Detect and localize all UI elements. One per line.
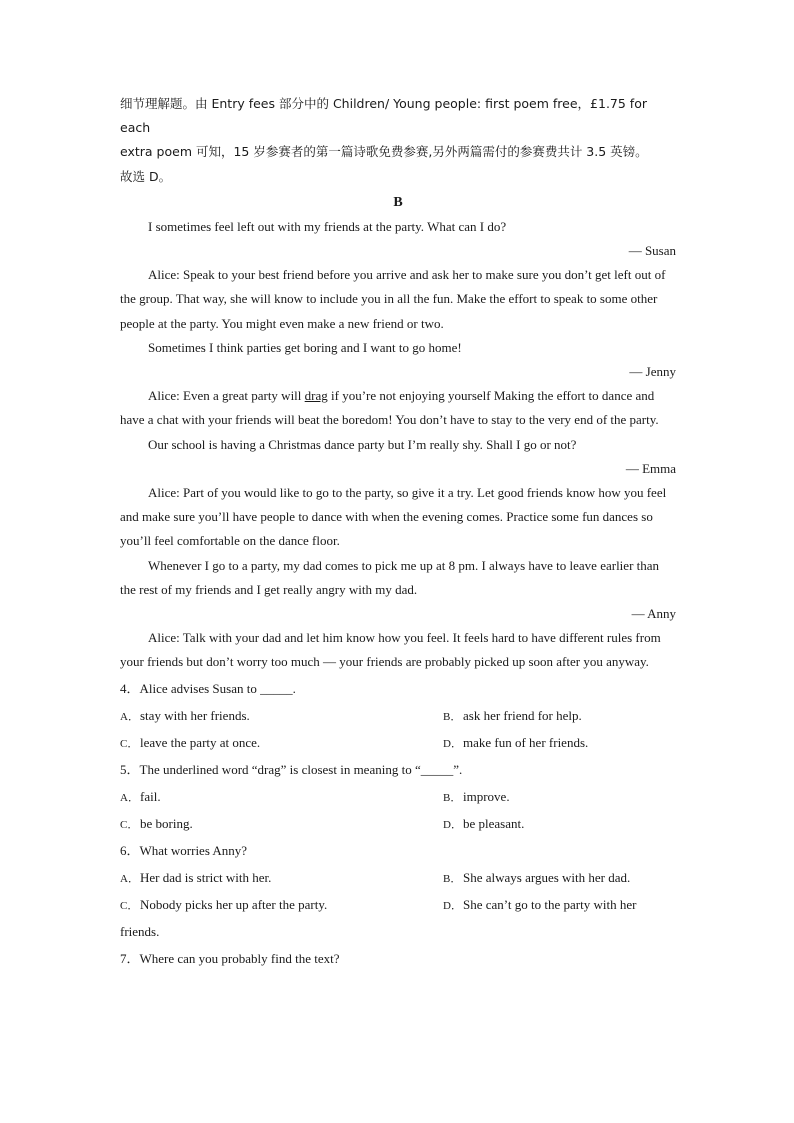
letter-signature: — Emma <box>625 460 676 476</box>
option-c[interactable]: C． Nobody picks her up after the party. <box>120 896 328 912</box>
letter-question: Sometimes I think parties get boring and I want to go home! <box>148 339 462 355</box>
option-a[interactable]: A．fail. <box>120 788 161 804</box>
options-row <box>120 702 676 729</box>
option-d[interactable]: D．make fun of her friends. <box>443 734 589 750</box>
question-stem: 6．What worries Anny? <box>120 842 248 858</box>
option-b[interactable]: B． ask her friend for help. <box>443 707 582 723</box>
option-c[interactable]: C． leave the party at once. <box>120 734 261 750</box>
letter-reply: Alice: Talk with your dad and let him know how you feel. It feels hard to have different rules from your friends but don’t worry too much — your friends are probably picked up soon after you anyway. <box>120 630 661 670</box>
option-b[interactable]: B． improve. <box>443 788 510 804</box>
option-a[interactable]: A．stay with her friends. <box>120 707 250 723</box>
letter-question: Our school is having a Christmas dance party but I’m really shy. Shall I go or not? <box>148 436 577 452</box>
question-stem: 4．Alice advises Susan to _____. <box>120 680 296 696</box>
reply-text: Alice: Even a great party will <box>148 388 305 404</box>
letter-signature: — Susan <box>628 243 676 259</box>
letter-question: I sometimes feel left out with my friends at the party. What can I do? <box>148 218 507 234</box>
letter-signature: — Jenny <box>629 364 676 380</box>
letter-signature: — Anny <box>631 606 676 622</box>
option-d[interactable]: D．She can’t go to the party with her <box>443 896 637 912</box>
explanation-line-3: 故选 D。 <box>120 168 172 184</box>
options-row <box>120 783 676 810</box>
reply-text: if you’re not enjoying yourself Making the effort to dance and have a chat with your friends will beat the boredom! You don’t have to stay to the very end of the party. <box>120 388 659 428</box>
document-page <box>120 92 676 972</box>
question-stem: 7．Where can you probably find the text? <box>120 950 340 966</box>
options-row <box>120 891 676 918</box>
section-title: B <box>393 194 403 210</box>
letter-reply <box>120 384 676 432</box>
letter-reply: Alice: Speak to your best friend before you arrive and ask her to make sure you don’t get left out of the group. That way, she will know to include you in all the fun. Make the effort to speak to some other people at the party. You might even make a new friend or two. <box>120 267 666 331</box>
options-row <box>120 729 676 756</box>
option-d[interactable]: D．be pleasant. <box>443 815 525 831</box>
option-d-continuation: friends. <box>120 923 160 939</box>
letter-question: Whenever I go to a party, my dad comes to pick me up at 8 pm. I always have to leave earlier than the rest of my friends and I get really angry with my dad. <box>120 557 660 597</box>
option-a[interactable]: A．Her dad is strict with her. <box>120 869 272 885</box>
options-row <box>120 810 676 837</box>
option-b[interactable]: B． She always argues with her dad. <box>443 869 631 885</box>
underlined-word-drag: drag <box>304 388 328 404</box>
options-row <box>120 864 676 891</box>
explanation-line-2: extra poem 可知，15 岁参赛者的第一篇诗歌免费参赛,另外两篇需付的参赛费共计 3.5 英镑。 <box>120 144 648 160</box>
letter-reply: Alice: Part of you would like to go to the party, so give it a try. Let good friends know how you feel and make sure you’ll have people to dance with when the evening comes. Practice some fun dances so you’ll feel comfortable on the dance floor. <box>120 485 667 549</box>
question-stem: 5．The underlined word “drag” is closest in meaning to “_____”. <box>120 761 463 777</box>
explanation-line-1: 细节理解题。由 Entry fees 部分中的 Children/ Young people: first poem free，£1.75 for each <box>120 96 647 136</box>
option-c[interactable]: C． be boring. <box>120 815 193 831</box>
